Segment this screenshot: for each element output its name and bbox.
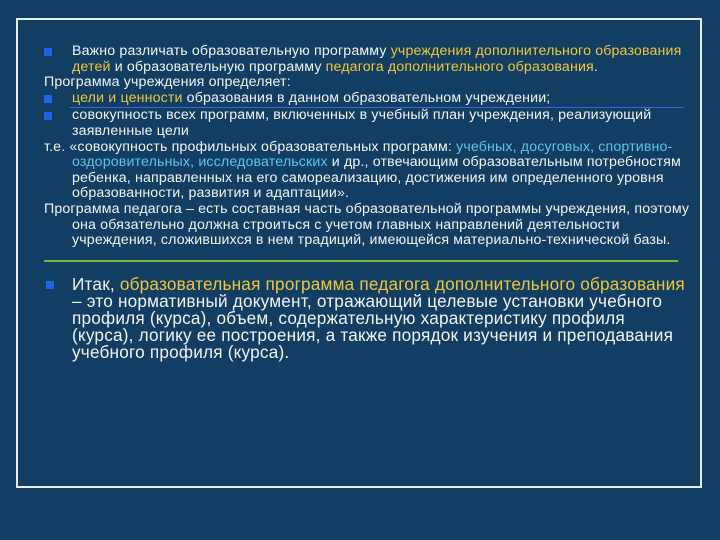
highlight-program-types: учебных, досуговых, спортивно-оздоровительных, исследовательских — [72, 138, 673, 171]
text: и др., отвечающим образовательным потребностям ребенка, направленных на его самореализацию, достижения им определенного уровня образованности, развития и адаптации». — [72, 154, 681, 202]
paragraph-goals-values — [44, 91, 690, 107]
text: т.е. «совокупность профильных образовательных программ: — [44, 138, 457, 155]
paragraph-profile-programs — [44, 140, 690, 202]
bullet-square-icon — [44, 112, 52, 120]
paragraph-institution-defines: Программа учреждения определяет: — [44, 74, 291, 91]
text: Важно различать образовательную программу — [72, 43, 391, 59]
divider-line-green — [44, 260, 678, 262]
text: Итак, — [72, 273, 120, 294]
paragraph-distinguish-programs — [44, 44, 690, 75]
highlight-teacher-program-definition: образовательная программа педагога дополнительного образования — [119, 273, 685, 294]
paragraph-conclusion — [44, 273, 690, 362]
text: совокупность всех программ, включенных в учебный план учреждения, реализующий заявленные цели — [72, 107, 652, 139]
text: образования в данном образовательном учреждении; — [182, 89, 551, 106]
bullet-square-icon — [46, 281, 54, 289]
paragraph-teacher-program: Программа педагога – есть составная часть образовательной программы учреждения, поэтому она обязательно должна строиться с учетом главных направлений деятельности учреждения, сложившихся в нем традиций, имеющейся материально-технической базы. — [44, 200, 690, 249]
highlight-institution-program: учреждения дополнительного образования детей — [72, 43, 682, 75]
bullet-square-icon — [44, 95, 52, 103]
highlight-teacher-program: педагога дополнительного образования — [325, 58, 594, 75]
paragraph-all-programs — [44, 108, 690, 139]
highlight-goals-values: цели и ценности — [72, 89, 183, 106]
slide-content — [44, 44, 690, 361]
text: и образовательную программу — [110, 58, 326, 75]
bullet-square-icon — [44, 48, 52, 56]
text: . — [593, 58, 598, 75]
text: – это нормативный документ, отражающий целевые установки учебного профиля (курса), объем, содержательную характеристику профиля (курса), логику ее построения, а также порядок изучения и преподавания учебного профиля (курса). — [72, 290, 674, 362]
